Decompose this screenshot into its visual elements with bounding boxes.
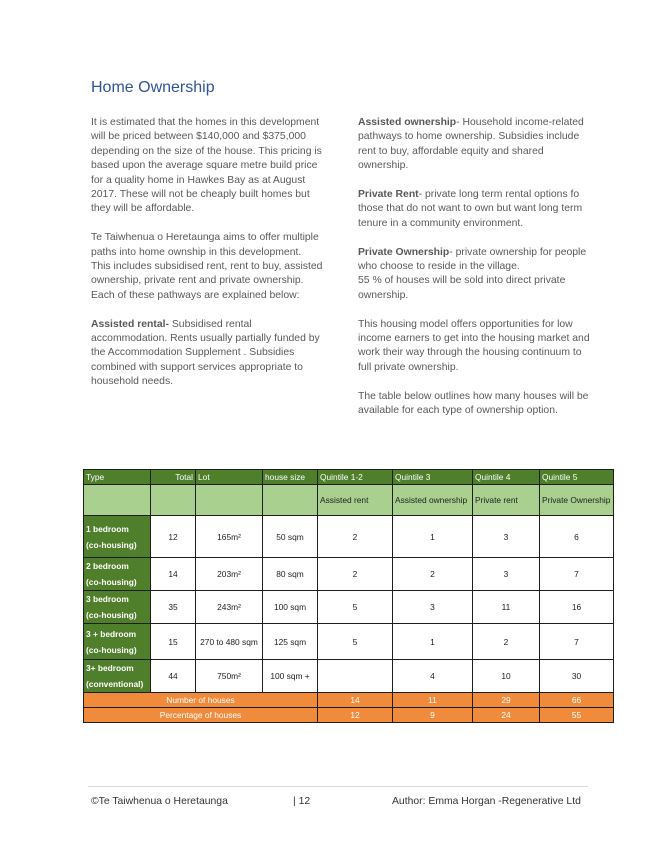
subheader-assisted-ownership: Assisted ownership — [393, 485, 473, 516]
pricing-paragraph: It is estimated that the homes in this development will be priced between $140,000 and $375,000 depending on the size of the house. This pricing is based upon the average square metre build price for a quality home in Hawkes Bay as at August 2017. These will not be cheaply built homes but they will be affordable. — [91, 117, 322, 215]
row-type: 2 bedroom (co-housing) — [84, 558, 151, 591]
row-type: 1 bedroom (co-housing) — [84, 516, 151, 558]
header-quintile-5: Quintile 5 — [540, 470, 614, 485]
table-header-row — [84, 470, 614, 485]
cell-lot: 203m² — [196, 558, 263, 591]
cell-lot: 270 to 480 sqm — [196, 624, 263, 660]
footer-page-number: | 12 — [293, 796, 311, 807]
ownership-table — [83, 469, 614, 723]
footer-copyright: ©Te Taiwhenua o Heretaunga — [91, 796, 228, 807]
cell-size: 50 sqm — [263, 516, 318, 558]
header-quintile-1-2: Quintile 1-2 — [318, 470, 393, 485]
percentage-row-label: Percentage of houses — [84, 708, 318, 723]
total-q3: 11 — [393, 693, 473, 708]
page-title: Home Ownership — [91, 79, 215, 96]
private-ownership-label: Private Ownership — [358, 246, 450, 258]
assisted-rental-label: Assisted rental- — [91, 318, 169, 330]
cell-q5: 30 — [540, 660, 614, 693]
cell-q3: 3 — [393, 591, 473, 624]
right-column — [358, 116, 594, 433]
cell-size: 100 sqm — [263, 591, 318, 624]
cell-q12: 5 — [318, 624, 393, 660]
cell-lot: 165m² — [196, 516, 263, 558]
total-q4: 29 — [473, 693, 540, 708]
assisted-ownership-paragraph — [358, 116, 594, 174]
row-type: 3 + bedroom (co-housing) — [84, 624, 151, 660]
left-column — [91, 116, 323, 404]
table-subheader-row — [84, 485, 614, 516]
total-row-label: Number of houses — [84, 693, 318, 708]
cell-q4: 2 — [473, 624, 540, 660]
cell-total: 14 — [151, 558, 196, 591]
subheader-assisted-rent: Assisted rent — [318, 485, 393, 516]
footer-author: Author: Emma Horgan -Regenerative Ltd — [392, 796, 581, 807]
total-q5: 66 — [540, 693, 614, 708]
housing-model-paragraph: This housing model offers opportunities for low income earners to get into the housing market and work their way through the housing continuum to full private ownership. — [358, 318, 590, 373]
cell-total: 44 — [151, 660, 196, 693]
cell-size: 100 sqm + — [263, 660, 318, 693]
cell-q12 — [318, 660, 393, 693]
cell-lot: 750m² — [196, 660, 263, 693]
header-total: Total — [151, 470, 196, 485]
percentage-row — [84, 708, 614, 723]
cell-size: 125 sqm — [263, 624, 318, 660]
table-intro-paragraph: The table below outlines how many houses will be available for each type of ownership option. — [358, 390, 589, 417]
cell-total: 15 — [151, 624, 196, 660]
cell-total: 12 — [151, 516, 196, 558]
assisted-ownership-label: Assisted ownership — [358, 117, 457, 128]
table-row — [84, 591, 614, 624]
footer-divider — [88, 786, 588, 787]
cell-q4: 3 — [473, 558, 540, 591]
table-row — [84, 516, 614, 558]
cell-q12: 2 — [318, 516, 393, 558]
cell-q4: 10 — [473, 660, 540, 693]
table-row — [84, 558, 614, 591]
cell-q4: 11 — [473, 591, 540, 624]
total-q12: 14 — [318, 693, 393, 708]
pathways-paragraph: Te Taiwhenua o Heretaunga aims to offer multiple paths into home ownship in this development. This includes subsidised rent, rent to buy, assisted ownership, private rent and private ownership. Each of these pathways are explained below: — [91, 232, 323, 301]
cell-size: 80 sqm — [263, 558, 318, 591]
header-lot: Lot — [196, 470, 263, 485]
assisted-ownership-text: - Household income-related pathways to home ownership. Subsidies include rent to buy, affordable equity and shared ownership. — [358, 117, 584, 172]
cell-q3: 1 — [393, 624, 473, 660]
cell-q12: 5 — [318, 591, 393, 624]
private-ownership-share: 55 % of houses will be sold into direct private ownership. — [358, 275, 566, 301]
subheader-private-ownership: Private Ownership — [540, 485, 614, 516]
row-type: 3+ bedroom (conventional) — [84, 660, 151, 693]
row-type: 3 bedroom (co-housing) — [84, 591, 151, 624]
header-quintile-3: Quintile 3 — [393, 470, 473, 485]
private-rent-paragraph — [358, 188, 594, 231]
header-quintile-4: Quintile 4 — [473, 470, 540, 485]
assisted-rental-text: Subsidised rental accommodation. Rents usually partially funded by the Accommodation Supplement . Subsidies combined with support services appropriate to household needs. — [91, 318, 320, 388]
cell-q5: 7 — [540, 558, 614, 591]
percentage-q4: 24 — [473, 708, 540, 723]
cell-q4: 3 — [473, 516, 540, 558]
private-rent-text: - private long term rental options fo those that do not want to own but want long term tenure in a community environment. — [358, 189, 583, 229]
cell-q3: 4 — [393, 660, 473, 693]
table-row — [84, 624, 614, 660]
cell-q3: 2 — [393, 558, 473, 591]
private-rent-label: Private Rent — [358, 189, 419, 201]
header-house-size: house size — [263, 470, 318, 485]
percentage-q3: 9 — [393, 708, 473, 723]
cell-total: 35 — [151, 591, 196, 624]
assisted-rental-paragraph — [91, 318, 323, 390]
private-ownership-paragraph — [358, 246, 594, 304]
cell-q5: 6 — [540, 516, 614, 558]
percentage-q5: 55 — [540, 708, 614, 723]
cell-q3: 1 — [393, 516, 473, 558]
table-row — [84, 660, 614, 693]
cell-q12: 2 — [318, 558, 393, 591]
cell-q5: 16 — [540, 591, 614, 624]
percentage-q12: 12 — [318, 708, 393, 723]
cell-lot: 243m² — [196, 591, 263, 624]
subheader-private-rent: Private rent — [473, 485, 540, 516]
total-row — [84, 693, 614, 708]
private-ownership-text: - private ownership for people who choose to reside in the village. — [358, 246, 587, 273]
cell-q5: 7 — [540, 624, 614, 660]
header-type: Type — [84, 470, 151, 485]
